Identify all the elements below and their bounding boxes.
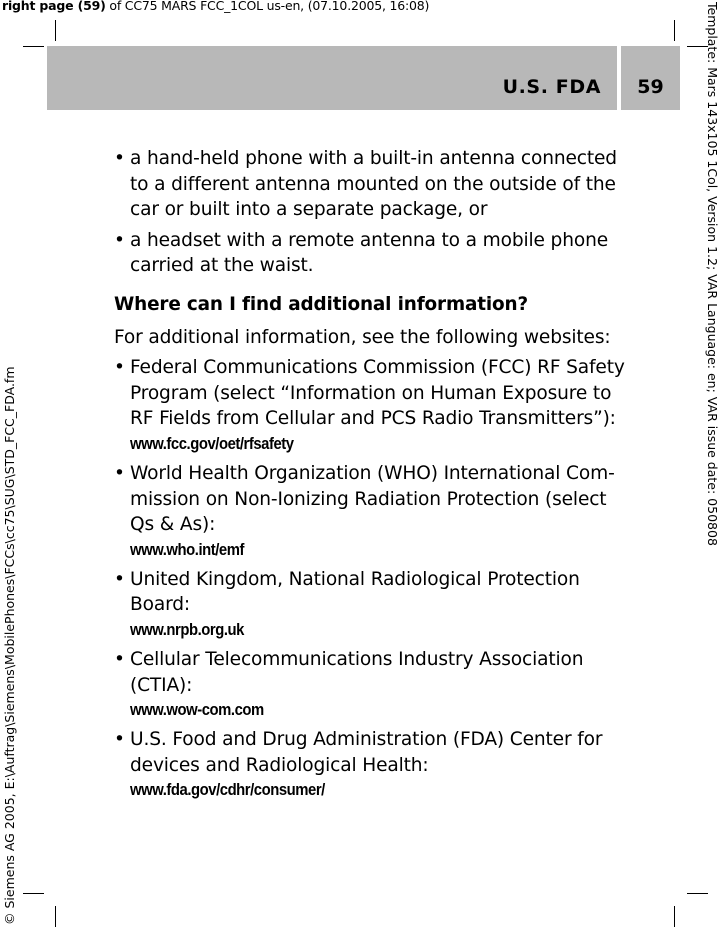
print-slug-bold: right page (59) (2, 0, 106, 13)
header-title: U.S. FDA (502, 76, 601, 98)
page-number: 59 (637, 76, 664, 98)
crop-mark (23, 46, 44, 47)
resource-item (114, 567, 634, 642)
resource-list (114, 355, 634, 802)
resource-text: U.S. Food and Drug Administration (FDA) Center for devices and Radiological Health: (130, 729, 603, 776)
crop-mark (674, 906, 675, 927)
page-number-box (621, 46, 680, 110)
list-item: • a headset with a remote antenna to a mobile phone carried at the waist. (114, 228, 634, 279)
crop-mark (687, 893, 708, 894)
template-info: Template: Mars 143x105 1Col, Version 1.2; VAR Language: en; VAR issue date: 050808 (705, 2, 720, 546)
resource-link[interactable]: www.fcc.gov/oet/rfsafety (130, 434, 294, 453)
resource-text: United Kingdom, National Radiological Protection Board: (130, 568, 580, 616)
intro-paragraph: For additional information, see the following websites: (114, 326, 611, 348)
resource-link[interactable]: www.who.int/emf (130, 540, 244, 559)
header-bar (47, 46, 617, 110)
crop-mark (55, 20, 56, 41)
print-slug (2, 0, 429, 13)
list-item: • a hand-held phone with a built-in antenna connected to a different antenna mounted on the outside of the car or built into a separate package, or (114, 146, 634, 223)
resource-text: Cellular Telecommunications Industry Association (CTIA): (130, 648, 584, 696)
crop-mark (674, 20, 675, 41)
copyright-path: © Siemens AG 2005, E:\Auftrag\Siemens\MobilePhones\FCCs\cc75\SUG\STD_FCC_FDA.fm (2, 366, 17, 925)
resource-text: Federal Communications Commission (FCC) RF Safety Program (select “Information on Human Exposure to RF Fields from Cellular and PCS Radio Transmitters”): (130, 357, 625, 430)
resource-item (114, 727, 634, 802)
intro-list (114, 146, 634, 279)
resource-item (114, 461, 634, 562)
crop-mark (55, 906, 56, 927)
main-content (114, 146, 634, 802)
print-slug-rest: of CC75 MARS FCC_1COL us-en, (07.10.2005, 16:08) (105, 0, 430, 13)
resource-link[interactable]: www.fda.gov/cdhr/consumer/ (130, 781, 325, 800)
resource-link[interactable]: www.nrpb.org.uk (130, 620, 244, 639)
crop-mark (23, 893, 44, 894)
section-heading: Where can I find additional information? (114, 293, 528, 315)
resource-link[interactable]: www.wow-com.com (130, 701, 264, 720)
resource-item (114, 355, 634, 456)
resource-text: World Health Organization (WHO) International Com-mission on Non-Ionizing Radiation Protection (select Qs & As): (130, 462, 615, 536)
resource-item (114, 647, 634, 722)
